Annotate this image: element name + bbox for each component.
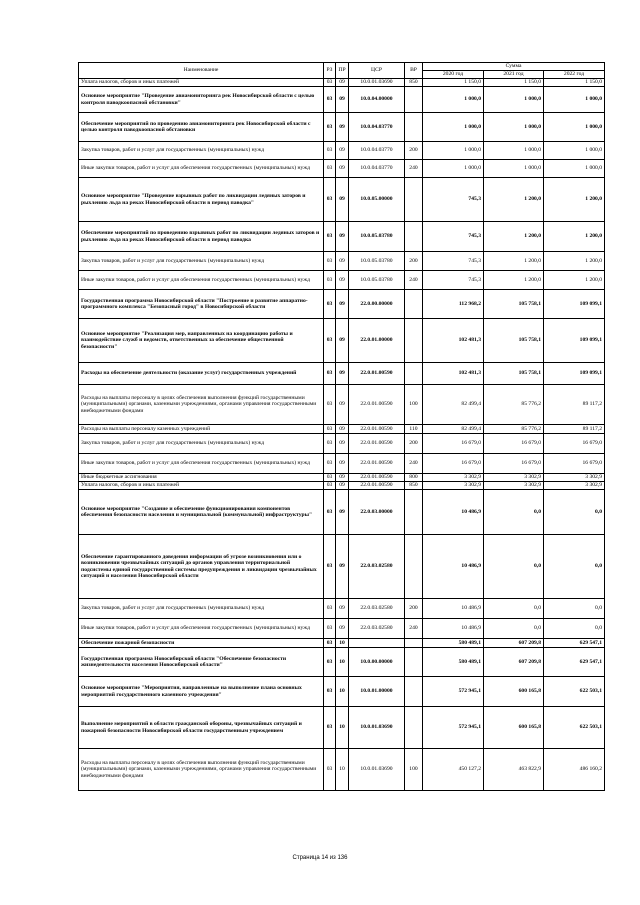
table-cell-name: Основное мероприятие "Проведение взрывных работ по ликвидации ледяных заторов и рыхлению льда на реках Новосибирской области в период паводка" xyxy=(79,178,324,222)
table-cell-vr xyxy=(405,113,423,142)
table-cell-rz: 03 xyxy=(324,290,336,319)
table-cell-2020: 102 481,3 xyxy=(423,363,484,385)
table-cell-rz: 03 xyxy=(324,434,336,454)
table-cell-2021: 16 679,0 xyxy=(484,434,544,454)
table-cell-2022: 1 000,0 xyxy=(544,160,605,178)
table-cell-2022: 1 000,0 xyxy=(544,87,605,113)
table-cell-2022: 89 117,2 xyxy=(544,425,605,434)
table-cell-2021: 1 150,0 xyxy=(484,79,544,87)
table-cell-pr: 09 xyxy=(336,599,349,619)
table-cell-pr: 09 xyxy=(336,490,349,535)
table-row xyxy=(79,474,605,482)
table-cell-pr: 09 xyxy=(336,178,349,222)
table-cell-rz: 03 xyxy=(324,222,336,252)
page-number: Страница 14 из 136 xyxy=(292,855,348,861)
table-cell-rz: 03 xyxy=(324,707,336,749)
table-cell-name: Основное мероприятие "Мероприятия, направленные на выполнение плана основных мероприятий государственного казенного учреждения" xyxy=(79,677,324,707)
table-cell-pr: 09 xyxy=(336,222,349,252)
table-cell-pr: 10 xyxy=(336,648,349,677)
table-cell-pr: 09 xyxy=(336,252,349,271)
table-cell-2022: 486 160,2 xyxy=(544,749,605,791)
table-cell-2021: 600 165,8 xyxy=(484,677,544,707)
table-cell-2020: 580 489,1 xyxy=(423,648,484,677)
table-row xyxy=(79,535,605,599)
table-cell-rz: 03 xyxy=(324,425,336,434)
table-row xyxy=(79,749,605,791)
table-cell-pr: 09 xyxy=(336,425,349,434)
table-cell-2020: 10 486,9 xyxy=(423,599,484,619)
table-cell-pr: 09 xyxy=(336,79,349,87)
table-cell-2020: 10 486,9 xyxy=(423,490,484,535)
table-cell-name: Обеспечение гарантированного доведения информации об угрозе возникновения или о возникновении чрезвычайных ситуаций до органов управления территориальной подсистемы единой государственной системы предупреждения и ликвидации чрезвычайных ситуаций и населения Новосибирской области xyxy=(79,535,324,599)
table-row xyxy=(79,707,605,749)
table-cell-2021: 105 758,1 xyxy=(484,363,544,385)
table-cell-vr: 200 xyxy=(405,142,423,160)
table-cell-name: Основное мероприятие "Реализация мер, направленных на координацию работы и взаимодействие служб и ведомств, ответственных за обеспечение общественной безопасности" xyxy=(79,319,324,363)
table-cell-csr: 10.0.01.03690 xyxy=(349,79,405,87)
table-cell-2021: 1 000,0 xyxy=(484,87,544,113)
table-cell-rz: 03 xyxy=(324,319,336,363)
header-csr: ЦСР xyxy=(349,63,405,79)
table-cell-pr: 09 xyxy=(336,619,349,639)
table-cell-2021: 1 200,0 xyxy=(484,271,544,290)
table-cell-pr: 09 xyxy=(336,290,349,319)
table-cell-csr: 22.0.00.00000 xyxy=(349,290,405,319)
table-cell-name: Обеспечение пожарной безопасности xyxy=(79,639,324,648)
table-cell-vr xyxy=(405,677,423,707)
table-cell-csr: 22.0.01.00590 xyxy=(349,385,405,425)
table-row xyxy=(79,490,605,535)
table-cell-2020: 572 945,1 xyxy=(423,707,484,749)
table-cell-vr: 100 xyxy=(405,749,423,791)
table-cell-name: Уплата налогов, сборов и иных платежей xyxy=(79,79,324,87)
table-cell-csr: 10.0.04.03770 xyxy=(349,142,405,160)
table-cell-rz: 03 xyxy=(324,619,336,639)
table-cell-vr: 240 xyxy=(405,619,423,639)
table-cell-2020: 745,3 xyxy=(423,252,484,271)
table-cell-2022: 1 200,0 xyxy=(544,178,605,222)
table-cell-pr: 09 xyxy=(336,363,349,385)
table-cell-2020: 102 481,3 xyxy=(423,319,484,363)
table-cell-vr: 240 xyxy=(405,271,423,290)
table-cell-2022: 629 547,1 xyxy=(544,639,605,648)
table-cell-2021: 3 302,9 xyxy=(484,474,544,482)
table-cell-csr: 22.0.03.02580 xyxy=(349,535,405,599)
table-cell-2020: 580 489,1 xyxy=(423,639,484,648)
table-cell-pr: 09 xyxy=(336,385,349,425)
table-cell-vr: 200 xyxy=(405,599,423,619)
table-row xyxy=(79,79,605,87)
table-cell-pr: 09 xyxy=(336,87,349,113)
table-row xyxy=(79,178,605,222)
table-cell-2021: 600 165,8 xyxy=(484,707,544,749)
table-cell-2022: 16 679,0 xyxy=(544,434,605,454)
table-cell-2020: 745,3 xyxy=(423,271,484,290)
table-cell-2021: 1 200,0 xyxy=(484,222,544,252)
table-cell-name: Основное мероприятие "Проведение авиамониторинга рек Новосибирской области с целью контроля паводкоопасной обстановки" xyxy=(79,87,324,113)
table-cell-csr: 10.0.01.00000 xyxy=(349,677,405,707)
table-cell-rz: 03 xyxy=(324,639,336,648)
table-cell-vr: 200 xyxy=(405,434,423,454)
table-cell-2021: 105 758,1 xyxy=(484,290,544,319)
table-cell-name: Иные бюджетные ассигнования xyxy=(79,474,324,482)
table-cell-pr: 09 xyxy=(336,482,349,490)
table-cell-csr: 22.0.01.00000 xyxy=(349,319,405,363)
table-cell-pr: 09 xyxy=(336,113,349,142)
table-cell-2020: 1 000,0 xyxy=(423,142,484,160)
table-cell-csr: 10.0.00.00000 xyxy=(349,648,405,677)
table-cell-name: Основное мероприятие "Создание и обеспечение функционирования компонентов обеспечения безопасности населения и муниципальной (коммунальной) инфраструктуры" xyxy=(79,490,324,535)
table-cell-vr: 100 xyxy=(405,385,423,425)
table-row xyxy=(79,290,605,319)
table-cell-2021: 1 000,0 xyxy=(484,142,544,160)
table-cell-2022: 0,0 xyxy=(544,619,605,639)
table-cell-2022: 1 000,0 xyxy=(544,142,605,160)
table-cell-csr: 22.0.03.02580 xyxy=(349,619,405,639)
table-cell-pr: 10 xyxy=(336,749,349,791)
table-cell-2022: 0,0 xyxy=(544,599,605,619)
table-cell-rz: 03 xyxy=(324,454,336,474)
table-cell-rz: 03 xyxy=(324,87,336,113)
table-cell-csr: 22.0.01.00590 xyxy=(349,474,405,482)
table-cell-csr: 10.0.05.03780 xyxy=(349,271,405,290)
table-cell-csr: 10.0.05.03780 xyxy=(349,252,405,271)
table-cell-2022: 1 200,0 xyxy=(544,271,605,290)
table-cell-vr xyxy=(405,290,423,319)
table-cell-vr: 240 xyxy=(405,454,423,474)
table-row xyxy=(79,599,605,619)
header-pr: ПР xyxy=(336,63,349,79)
header-year-2022: 2022 год xyxy=(544,71,605,79)
table-cell-name: Выполнение мероприятий в области гражданской обороны, чрезвычайных ситуаций и пожарной безопасности Новосибирской области государственным учреждением xyxy=(79,707,324,749)
table-cell-pr: 09 xyxy=(336,474,349,482)
table-row xyxy=(79,160,605,178)
table-cell-2021: 1 000,0 xyxy=(484,160,544,178)
table-cell-csr: 22.0.03.00000 xyxy=(349,490,405,535)
table-row xyxy=(79,482,605,490)
table-row xyxy=(79,454,605,474)
table-cell-vr: 850 xyxy=(405,482,423,490)
table-cell-2022: 1 000,0 xyxy=(544,113,605,142)
table-cell-rz: 03 xyxy=(324,474,336,482)
table-cell-pr: 09 xyxy=(336,454,349,474)
table-cell-csr: 22.0.01.00590 xyxy=(349,425,405,434)
table-cell-name: Расходы на обеспечение деятельности (оказание услуг) государственных учреждений xyxy=(79,363,324,385)
table-cell-2021: 0,0 xyxy=(484,599,544,619)
table-cell-vr xyxy=(405,490,423,535)
table-cell-rz: 03 xyxy=(324,482,336,490)
table-cell-2021: 3 302,9 xyxy=(484,482,544,490)
table-cell-name: Иные закупки товаров, работ и услуг для обеспечения государственных (муниципальных) нужд xyxy=(79,454,324,474)
table-row xyxy=(79,619,605,639)
table-cell-2020: 3 302,9 xyxy=(423,482,484,490)
table-cell-name: Обеспечение мероприятий по проведению авиамониторинга рек Новосибирской области с целью контроля паводкоопасной обстановки xyxy=(79,113,324,142)
table-cell-vr xyxy=(405,707,423,749)
header-vr: ВР xyxy=(405,63,423,79)
table-cell-rz: 03 xyxy=(324,363,336,385)
table-cell-csr: 10.0.05.03780 xyxy=(349,222,405,252)
table-cell-2022: 109 099,1 xyxy=(544,319,605,363)
table-cell-vr xyxy=(405,178,423,222)
table-cell-2021: 607 209,8 xyxy=(484,648,544,677)
table-cell-rz: 03 xyxy=(324,252,336,271)
table-cell-2020: 745,3 xyxy=(423,178,484,222)
table-row xyxy=(79,113,605,142)
table-cell-pr: 09 xyxy=(336,142,349,160)
table-cell-2021: 0,0 xyxy=(484,619,544,639)
table-cell-2021: 607 209,8 xyxy=(484,639,544,648)
table-cell-2020: 10 486,9 xyxy=(423,535,484,599)
table-cell-vr xyxy=(405,319,423,363)
table-cell-name: Государственная программа Новосибирской области "Обеспечение безопасности жизнедеятельности населения Новосибирской области" xyxy=(79,648,324,677)
table-cell-csr: 10.0.05.00000 xyxy=(349,178,405,222)
table-cell-rz: 03 xyxy=(324,271,336,290)
table-cell-2020: 16 679,0 xyxy=(423,434,484,454)
table-cell-rz: 03 xyxy=(324,79,336,87)
table-cell-2022: 1 150,0 xyxy=(544,79,605,87)
table-cell-name: Расходы на выплаты персоналу в целях обеспечения выполнения функций государственными (муниципальными) органами, казенными учреждениями, органами управления государственными внебюджетными фондами xyxy=(79,749,324,791)
table-row xyxy=(79,434,605,454)
table-cell-rz: 03 xyxy=(324,535,336,599)
table-cell-2021: 85 776,2 xyxy=(484,385,544,425)
table-cell-name: Закупка товаров, работ и услуг для государственных (муниципальных) нужд xyxy=(79,252,324,271)
table-cell-2020: 82 499,4 xyxy=(423,425,484,434)
table-cell-pr: 10 xyxy=(336,677,349,707)
table-cell-2022: 622 503,1 xyxy=(544,707,605,749)
table-cell-2022: 0,0 xyxy=(544,490,605,535)
table-cell-name: Закупка товаров, работ и услуг для государственных (муниципальных) нужд xyxy=(79,434,324,454)
table-row xyxy=(79,222,605,252)
table-cell-vr: 800 xyxy=(405,474,423,482)
table-cell-name: Закупка товаров, работ и услуг для государственных (муниципальных) нужд xyxy=(79,142,324,160)
table-row xyxy=(79,648,605,677)
table-cell-csr: 22.0.01.00590 xyxy=(349,482,405,490)
table-cell-2020: 82 499,4 xyxy=(423,385,484,425)
table-cell-vr: 240 xyxy=(405,160,423,178)
table-cell-name: Иные закупки товаров, работ и услуг для обеспечения государственных (муниципальных) нужд xyxy=(79,160,324,178)
table-cell-name: Иные закупки товаров, работ и услуг для обеспечения государственных (муниципальных) нужд xyxy=(79,271,324,290)
table-cell-rz: 03 xyxy=(324,142,336,160)
table-cell-2022: 3 302,9 xyxy=(544,474,605,482)
table-row xyxy=(79,385,605,425)
table-cell-2021: 1 200,0 xyxy=(484,252,544,271)
table-cell-rz: 03 xyxy=(324,160,336,178)
table-cell-rz: 03 xyxy=(324,749,336,791)
table-cell-csr: 10.0.04.00000 xyxy=(349,87,405,113)
budget-table xyxy=(78,62,605,791)
table-cell-2020: 3 302,9 xyxy=(423,474,484,482)
table-row xyxy=(79,252,605,271)
table-cell-rz: 03 xyxy=(324,385,336,425)
table-cell-2021: 0,0 xyxy=(484,490,544,535)
table-cell-2020: 1 000,0 xyxy=(423,87,484,113)
table-cell-name: Закупка товаров, работ и услуг для государственных (муниципальных) нужд xyxy=(79,599,324,619)
table-cell-csr: 10.0.01.03690 xyxy=(349,707,405,749)
table-cell-vr: 200 xyxy=(405,252,423,271)
table-cell-vr xyxy=(405,535,423,599)
table-cell-pr: 09 xyxy=(336,271,349,290)
table-cell-pr: 10 xyxy=(336,707,349,749)
table-cell-name: Уплата налогов, сборов и иных платежей xyxy=(79,482,324,490)
table-cell-2021: 0,0 xyxy=(484,535,544,599)
table-cell-csr: 10.0.01.03690 xyxy=(349,749,405,791)
table-cell-rz: 03 xyxy=(324,178,336,222)
table-cell-2020: 112 968,2 xyxy=(423,290,484,319)
table-cell-vr xyxy=(405,648,423,677)
table-cell-csr xyxy=(349,639,405,648)
table-cell-2020: 1 000,0 xyxy=(423,113,484,142)
table-cell-2020: 10 486,9 xyxy=(423,619,484,639)
table-cell-pr: 09 xyxy=(336,319,349,363)
table-cell-vr xyxy=(405,639,423,648)
table-cell-2022: 89 117,2 xyxy=(544,385,605,425)
table-cell-vr xyxy=(405,363,423,385)
table-cell-pr: 09 xyxy=(336,535,349,599)
table-cell-rz: 03 xyxy=(324,599,336,619)
table-cell-name: Расходы на выплаты персоналу в целях обеспечения выполнения функций государственными (муниципальными) органами, казенными учреждениями, органами управления государственными внебюджетными фондами xyxy=(79,385,324,425)
table-cell-name: Обеспечение мероприятий по проведению взрывных работ по ликвидации ледяных заторов и рыхлению льда на реках Новосибирской области в период паводка xyxy=(79,222,324,252)
table-cell-2022: 3 302,9 xyxy=(544,482,605,490)
table-cell-csr: 22.0.01.00590 xyxy=(349,454,405,474)
table-cell-vr xyxy=(405,222,423,252)
table-cell-2022: 629 547,1 xyxy=(544,648,605,677)
table-row xyxy=(79,87,605,113)
table-cell-2022: 622 503,1 xyxy=(544,677,605,707)
table-cell-name: Государственная программа Новосибирской области "Построение и развитие аппаратно-программного комплекса "Безопасный город" в Новосибирской области xyxy=(79,290,324,319)
header-sum: Сумма xyxy=(423,63,605,71)
table-cell-2020: 572 945,1 xyxy=(423,677,484,707)
table-cell-rz: 03 xyxy=(324,677,336,707)
table-cell-name: Расходы на выплаты персоналу казенных учреждений xyxy=(79,425,324,434)
table-cell-vr: 850 xyxy=(405,79,423,87)
header-name: Наименование xyxy=(79,63,324,79)
header-year-2020: 2020 год xyxy=(423,71,484,79)
table-cell-csr: 22.0.01.00590 xyxy=(349,434,405,454)
table-cell-vr: 110 xyxy=(405,425,423,434)
table-cell-2021: 105 758,1 xyxy=(484,319,544,363)
table-row xyxy=(79,425,605,434)
table-row xyxy=(79,142,605,160)
table-cell-rz: 03 xyxy=(324,490,336,535)
table-cell-rz: 03 xyxy=(324,113,336,142)
table-cell-2022: 109 099,1 xyxy=(544,290,605,319)
table-cell-2022: 1 200,0 xyxy=(544,252,605,271)
table-cell-2021: 85 776,2 xyxy=(484,425,544,434)
table-cell-pr: 09 xyxy=(336,434,349,454)
table-cell-csr: 10.0.04.03770 xyxy=(349,160,405,178)
table-cell-2021: 1 200,0 xyxy=(484,178,544,222)
table-cell-2020: 1 150,0 xyxy=(423,79,484,87)
table-cell-name: Иные закупки товаров, работ и услуг для обеспечения государственных (муниципальных) нужд xyxy=(79,619,324,639)
table-cell-vr xyxy=(405,87,423,113)
table-cell-pr: 10 xyxy=(336,639,349,648)
table-row xyxy=(79,639,605,648)
table-cell-2021: 16 679,0 xyxy=(484,454,544,474)
table-cell-csr: 22.0.01.00590 xyxy=(349,363,405,385)
header-rz: РЗ xyxy=(324,63,336,79)
table-cell-2020: 450 127,2 xyxy=(423,749,484,791)
table-cell-2021: 463 822,9 xyxy=(484,749,544,791)
table-cell-2022: 0,0 xyxy=(544,535,605,599)
table-cell-2020: 1 000,0 xyxy=(423,160,484,178)
table-row xyxy=(79,271,605,290)
table-cell-pr: 09 xyxy=(336,160,349,178)
table-row xyxy=(79,319,605,363)
table-cell-2022: 16 679,0 xyxy=(544,454,605,474)
header-year-2021: 2021 год xyxy=(484,71,544,79)
table-cell-2022: 109 099,1 xyxy=(544,363,605,385)
table-cell-2022: 1 200,0 xyxy=(544,222,605,252)
table-cell-2020: 745,3 xyxy=(423,222,484,252)
table-cell-2021: 1 000,0 xyxy=(484,113,544,142)
table-cell-csr: 22.0.03.02580 xyxy=(349,599,405,619)
table-row xyxy=(79,677,605,707)
table-cell-2020: 16 679,0 xyxy=(423,454,484,474)
table-row xyxy=(79,363,605,385)
table-cell-rz: 03 xyxy=(324,648,336,677)
table-cell-csr: 10.0.04.03770 xyxy=(349,113,405,142)
